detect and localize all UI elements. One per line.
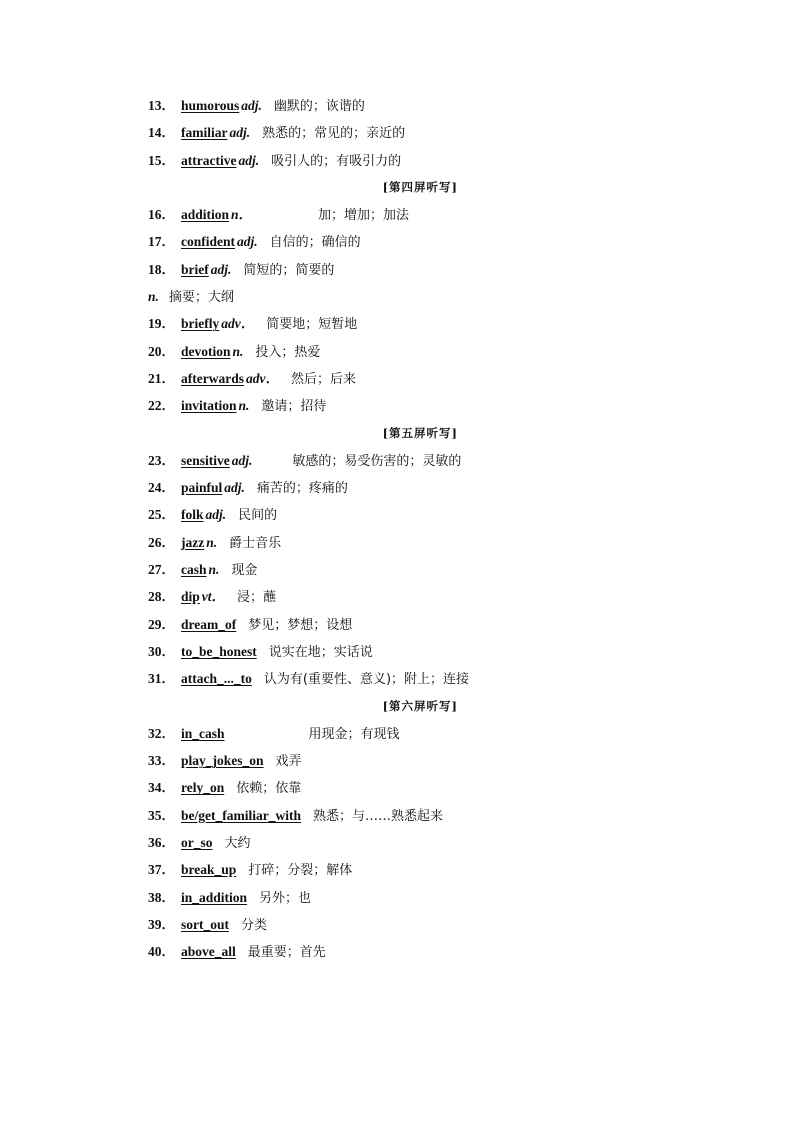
- term: painful: [181, 480, 223, 496]
- section-heading: [第五屏听写]: [382, 425, 458, 440]
- part-of-speech: adj.: [241, 98, 262, 113]
- meaning: 爵士音乐: [229, 535, 282, 551]
- list-item: 37． break_up 打碎；分裂；解体: [148, 862, 353, 879]
- part-of-speech: n.: [232, 343, 244, 359]
- list-item: 26． jazz n. 爵士音乐: [148, 534, 282, 551]
- part-of-speech: adv．: [221, 316, 255, 332]
- meaning: 浸；蘸: [237, 590, 277, 606]
- list-item: 36． or_so 大约: [148, 835, 251, 852]
- term: brief: [181, 261, 209, 277]
- meaning: 邀请；招待: [261, 399, 327, 415]
- part-of-speech: n.: [148, 289, 159, 305]
- meaning: 大约: [224, 836, 251, 852]
- meaning: 说实在地；实话说: [268, 644, 373, 660]
- list-item: 21． afterwards adv． 然后；后来: [148, 370, 356, 387]
- term: dip: [181, 589, 200, 605]
- list-item: 20． devotion n. 投入；热爱: [148, 343, 321, 360]
- list-item: 18． brief adj. 简短的；简要的: [148, 261, 335, 278]
- term: briefly: [181, 316, 220, 332]
- list-item: 14． familiar adj. 熟悉的；常见的；亲近的: [148, 125, 406, 142]
- term: to_be_honest: [181, 643, 257, 659]
- meaning: 认为有(重要性、意义)；附上；连接: [263, 672, 470, 688]
- term: jazz: [181, 534, 205, 550]
- part-of-speech: n.: [238, 398, 250, 414]
- list-item: 32． in_cash 用现金；有现钱: [148, 725, 400, 742]
- list-item: 24． painful adj. 痛苦的；疼痛的: [148, 480, 348, 497]
- meaning: 摘要；大纲: [168, 290, 234, 306]
- term: or_so: [181, 835, 213, 851]
- list-item: 29． dream_of 梦见；梦想；设想: [148, 616, 353, 633]
- list-item: [148, 283, 608, 310]
- list-item: 30． to_be_honest 说实在地；实话说: [148, 643, 373, 660]
- list-item: 13． humorous adj. 幽默的；诙谐的: [148, 98, 365, 114]
- term: dream_of: [181, 616, 237, 632]
- meaning: 幽默的；诙谐的: [273, 99, 365, 114]
- list-item: 39． sort_out 分类: [148, 916, 268, 933]
- meaning: 自信的；确信的: [269, 235, 361, 251]
- list-item: 25． folk adj. 民间的: [148, 507, 278, 524]
- meaning: 熟悉；与……熟悉起来: [312, 808, 443, 824]
- part-of-speech: vt．: [201, 589, 226, 605]
- meaning: 依赖；依靠: [236, 781, 302, 797]
- list-item: 33． play_jokes_on 戏弄: [148, 753, 302, 770]
- part-of-speech: n．: [231, 207, 253, 223]
- list-item: 23． sensitive adj. 敏感的；易受伤害的；灵敏的: [148, 452, 462, 469]
- term: be/get_familiar_with: [181, 807, 301, 823]
- part-of-speech: adj.: [210, 261, 232, 277]
- term: afterwards: [181, 370, 244, 386]
- list-item: 19． briefly adv． 简要地；短暂地: [148, 316, 358, 333]
- list-item: 28． dip vt． 浸；蘸: [148, 589, 277, 606]
- term: attach_..._to: [181, 671, 252, 687]
- list-item: 22． invitation n. 邀请；招待: [148, 398, 327, 415]
- list-item: 35． be/get_familiar_with 熟悉；与……熟悉起来: [148, 807, 443, 824]
- part-of-speech: adj.: [205, 507, 227, 523]
- list-item: 15． attractive adj. 吸引人的；有吸引力的: [148, 152, 402, 169]
- meaning: 分类: [241, 917, 268, 933]
- term: break_up: [181, 862, 237, 878]
- meaning: 然后；后来: [290, 371, 356, 387]
- part-of-speech: adj.: [237, 234, 258, 250]
- list-item: 31． attach_..._to 认为有(重要性、意义)；附上；连接: [148, 671, 470, 688]
- meaning: 最重要；首先: [247, 945, 326, 961]
- meaning: 戏弄: [275, 754, 302, 770]
- vocabulary-list: [148, 92, 608, 966]
- list-item: 16． addition n． 加；增加；加法: [148, 207, 410, 224]
- meaning: 梦见；梦想；设想: [248, 617, 353, 633]
- list-item: 38． in_addition 另外；也: [148, 889, 312, 906]
- part-of-speech: adj.: [238, 152, 260, 168]
- meaning: 投入；热爱: [255, 344, 321, 360]
- section-heading: [第四屏听写]: [382, 179, 458, 194]
- term: cash: [181, 562, 207, 578]
- term: play_jokes_on: [181, 753, 264, 769]
- list-item: 34． rely_on 依赖；依靠: [148, 780, 302, 797]
- list-item: 40． above_all 最重要；首先: [148, 944, 326, 961]
- list-item: 17． confident adj. 自信的；确信的: [148, 234, 361, 251]
- term: addition: [181, 207, 230, 223]
- term: folk: [181, 507, 204, 523]
- term: sensitive: [181, 452, 230, 468]
- part-of-speech: adv．: [245, 370, 279, 386]
- meaning: 熟悉的；常见的；亲近的: [262, 126, 406, 142]
- term: confident: [181, 234, 235, 250]
- meaning: 吸引人的；有吸引力的: [271, 153, 402, 169]
- meaning: 现金: [231, 563, 258, 579]
- list-item: 27． cash n. 现金: [148, 562, 258, 579]
- part-of-speech: adj.: [231, 452, 253, 468]
- meaning: 简短的；简要的: [243, 262, 335, 278]
- meaning: 另外；也: [259, 890, 312, 906]
- section-heading: [第六屏听写]: [382, 698, 458, 713]
- meaning: 民间的: [238, 508, 278, 524]
- term: familiar: [181, 125, 228, 141]
- term: rely_on: [181, 780, 225, 796]
- part-of-speech: adj.: [224, 480, 245, 496]
- part-of-speech: n.: [206, 534, 218, 550]
- term: humorous: [181, 98, 240, 113]
- term: sort_out: [181, 916, 229, 932]
- meaning: 加；增加；加法: [318, 208, 410, 224]
- term: devotion: [181, 343, 231, 359]
- meaning: 用现金；有现钱: [308, 726, 400, 742]
- meaning: 痛苦的；疼痛的: [256, 481, 348, 497]
- term: above_all: [181, 944, 236, 960]
- term: in_cash: [181, 725, 225, 741]
- part-of-speech: adj.: [229, 125, 251, 141]
- term: attractive: [181, 152, 237, 168]
- term: in_addition: [181, 889, 248, 905]
- meaning: 敏感的；易受伤害的；灵敏的: [292, 453, 462, 469]
- meaning: 简要地；短暂地: [266, 317, 358, 333]
- part-of-speech: n.: [208, 562, 220, 578]
- meaning: 打碎；分裂；解体: [248, 863, 353, 879]
- term: invitation: [181, 398, 237, 414]
